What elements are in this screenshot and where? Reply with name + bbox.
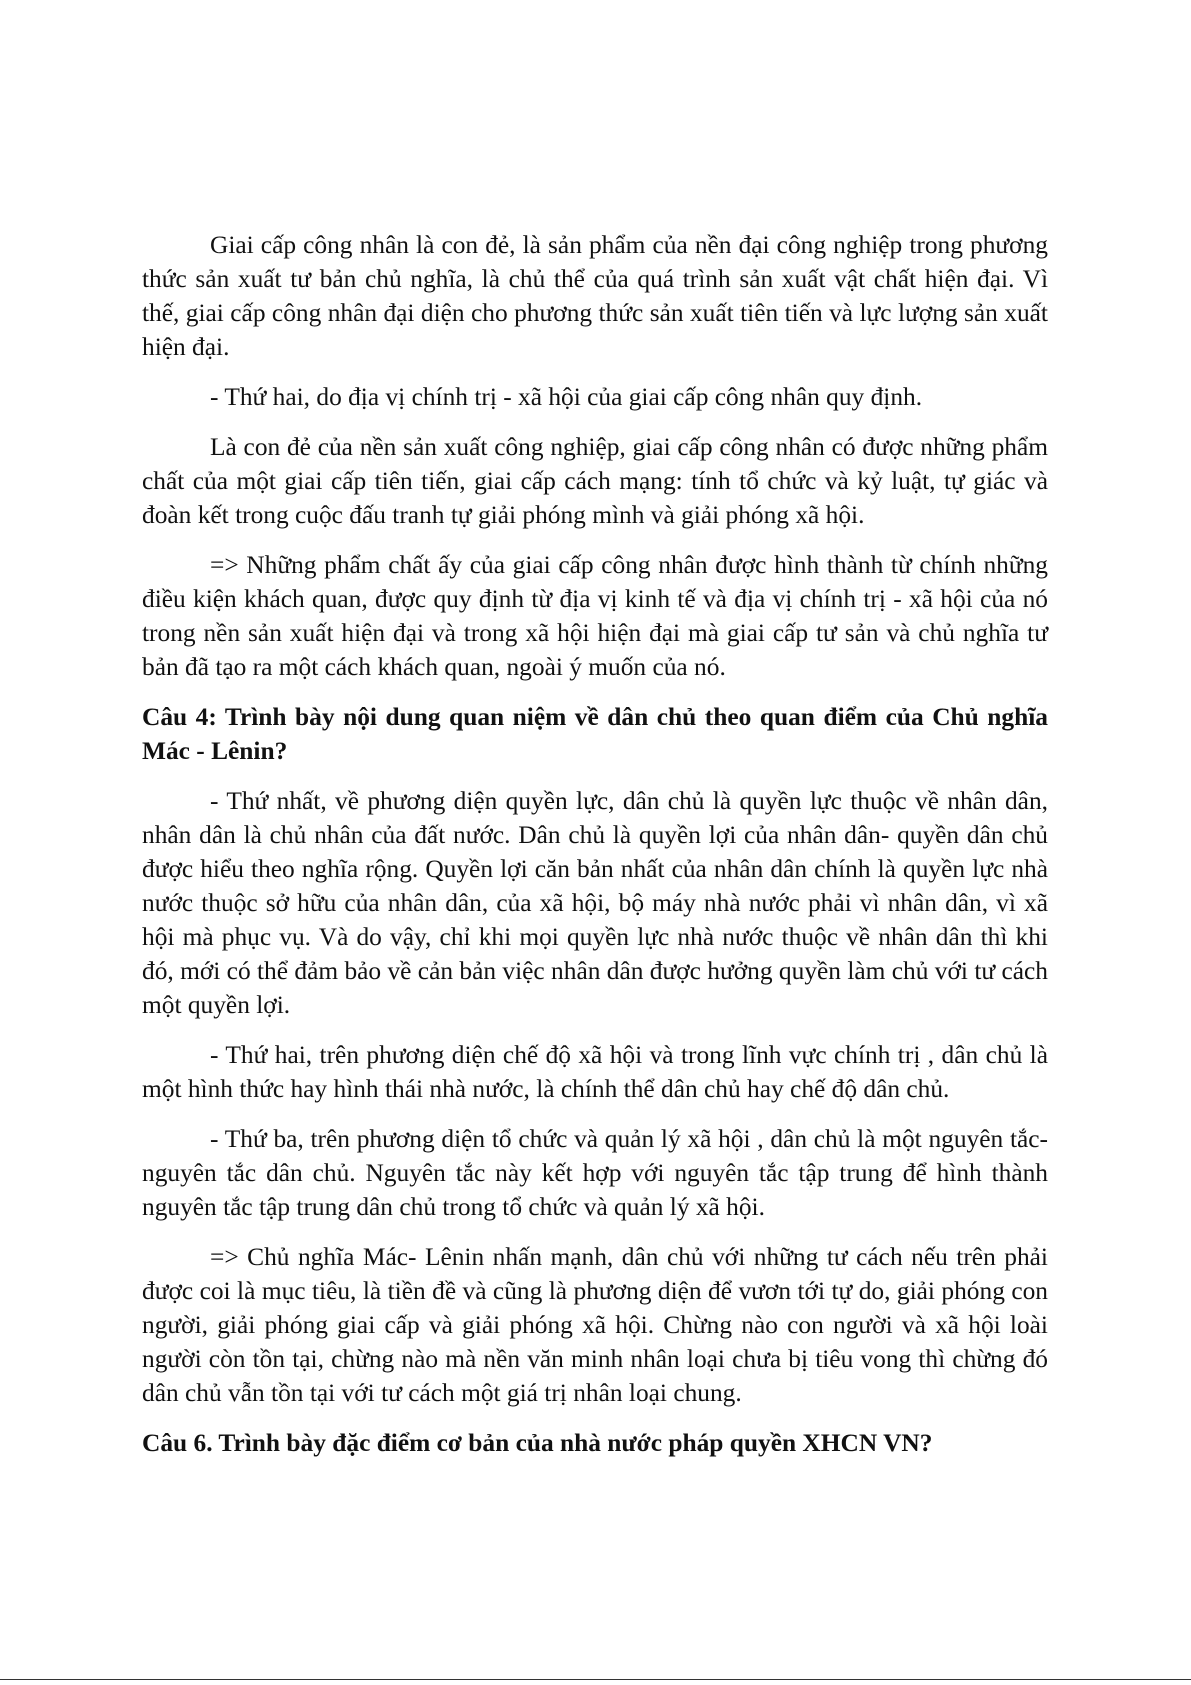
question-6-heading: Câu 6. Trình bày đặc điểm cơ bản của nhà nước pháp quyền XHCN VN? [142, 1429, 933, 1457]
paragraph-working-class-origin: Giai cấp công nhân là con đẻ, là sản phẩm của nền đại công nghiệp trong phương thức sản xuất tư bản chủ nghĩa, là chủ thể của quá trình sản xuất vật chất hiện đại. Vì thế, giai cấp công nhân đại diện cho phương thức sản xuất tiên tiến và lực lượng sản xuất hiện đại. [142, 231, 1048, 361]
question-4-point-3: - Thứ ba, trên phương diện tổ chức và quản lý xã hội , dân chủ là một nguyên tắc- nguyên tắc dân chủ. Nguyên tắc này kết hợp với nguyên tắc tập trung để hình thành nguyên tắc tập trung dân chủ trong tổ chức và quản lý xã hội. [142, 1125, 1048, 1221]
question-4-point-2: - Thứ hai, trên phương diện chế độ xã hội và trong lĩnh vực chính trị , dân chủ là một hình thức hay hình thái nhà nước, là chính thể dân chủ hay chế độ dân chủ. [142, 1041, 1048, 1103]
paragraph-qualities: Là con đẻ của nền sản xuất công nghiệp, giai cấp công nhân có được những phẩm chất của một giai cấp tiên tiến, giai cấp cách mạng: tính tổ chức và kỷ luật, tự giác và đoàn kết trong cuộc đấu tranh tự giải phóng mình và giải phóng xã hội. [142, 433, 1048, 529]
page-bottom-divider [0, 1679, 1191, 1680]
question-4-heading: Câu 4: Trình bày nội dung quan niệm về dân chủ theo quan điểm của Chủ nghĩa Mác - Lênin? [142, 703, 1048, 765]
document-page [142, 228, 1048, 1476]
question-4-point-1: - Thứ nhất, về phương diện quyền lực, dân chủ là quyền lực thuộc về nhân dân, nhân dân là chủ nhân của đất nước. Dân chủ là quyền lợi của nhân dân- quyền dân chủ được hiểu theo nghĩa rộng. Quyền lợi căn bản nhất của nhân dân chính là quyền lực nhà nước thuộc sở hữu của nhân dân, của xã hội, bộ máy nhà nước phải vì nhân dân, vì xã hội mà phục vụ. Và do vậy, chỉ khi mọi quyền lực nhà nước thuộc về nhân dân thì khi đó, mới có thể đảm bảo về cản bản việc nhân dân được hưởng quyền làm chủ với tư cách một quyền lợi. [142, 787, 1048, 1019]
question-4-conclusion: => Chủ nghĩa Mác- Lênin nhấn mạnh, dân chủ với những tư cách nếu trên phải được coi là mục tiêu, là tiền đề và cũng là phương diện để vươn tới tự do, giải phóng con người, giải phóng giai cấp và giải phóng xã hội. Chừng nào con người và xã hội loài người còn tồn tại, chừng nào mà nền văn minh nhân loại chưa bị tiêu vong thì chừng đó dân chủ vẫn tồn tại với tư cách một giá trị nhân loại chung. [142, 1243, 1048, 1407]
paragraph-second-point: - Thứ hai, do địa vị chính trị - xã hội của giai cấp công nhân quy định. [210, 383, 923, 411]
paragraph-conclusion: => Những phẩm chất ấy của giai cấp công nhân được hình thành từ chính những điều kiện khách quan, được quy định từ địa vị kinh tế và địa vị chính trị - xã hội của nó trong nền sản xuất hiện đại và trong xã hội hiện đại mà giai cấp tư sản và chủ nghĩa tư bản đã tạo ra một cách khách quan, ngoài ý muốn của nó. [142, 551, 1048, 681]
